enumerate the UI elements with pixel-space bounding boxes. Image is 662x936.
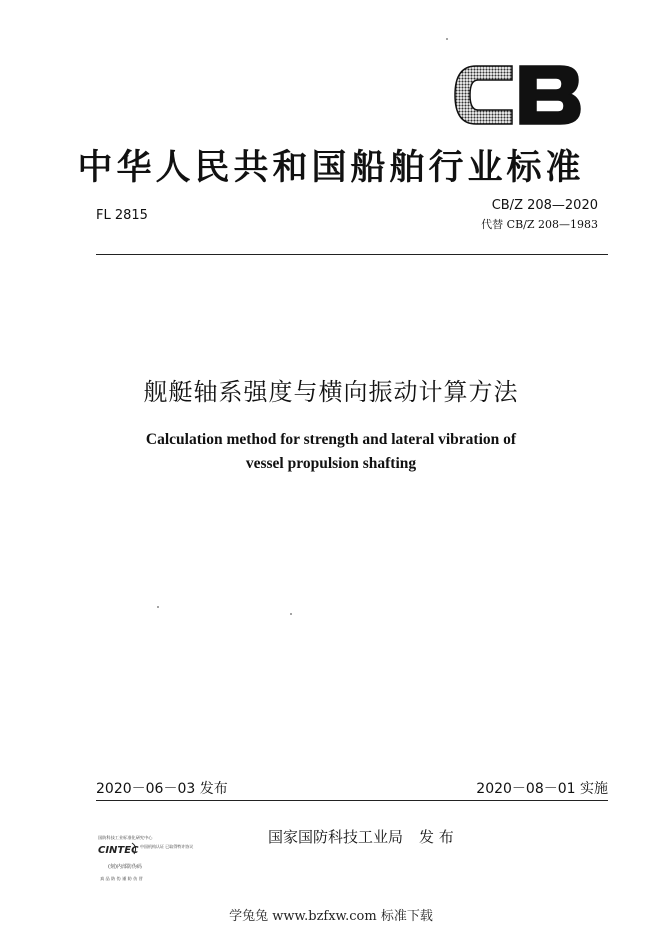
stamp-line1: 国防科技工业标准化研究中心 — [98, 835, 153, 840]
stamp-line2: 中国机构认证 已取得特许协议 — [140, 844, 194, 849]
standard-category-title: 中华人民共和国船舶行业标准 — [77, 148, 585, 188]
classification-code: FL 2815 — [96, 208, 148, 223]
issuer-action: 发 布 — [419, 828, 454, 846]
document-title-en-line2: vessel propulsion shafting — [245, 455, 417, 472]
footer-divider — [96, 800, 608, 801]
replaces-standard: 代替 CB/Z 208—1983 — [481, 218, 598, 231]
speck-mark — [446, 38, 448, 40]
standard-number: CB/Z 208—2020 — [491, 198, 598, 213]
stamp-line3: (刻)内部防伪码 — [108, 864, 142, 870]
header-divider — [96, 254, 608, 255]
logo-c-letter — [455, 66, 512, 124]
cb-logo — [452, 62, 582, 128]
implementation-date: 2020－08－01 实施 — [476, 781, 608, 797]
watermark-footer: 学兔兔 www.bzfxw.com 标准下载 — [229, 909, 433, 924]
stamp-brand: CINTEC — [98, 845, 139, 856]
document-title-en — [0, 428, 662, 476]
document-title-en-line1: Calculation method for strength and lateral vibration of — [145, 431, 517, 448]
logo-b-letter — [520, 66, 580, 124]
document-title-cn: 舰艇轴系强度与横向振动计算方法 — [143, 378, 519, 406]
speck-mark — [290, 613, 292, 615]
issuer-name: 国家国防科技工业局 — [268, 828, 404, 846]
issuing-authority — [268, 826, 454, 847]
issue-date: 2020－06－03 发布 — [96, 781, 228, 797]
stamp-line4: 真 品 防 伪 谨 防 仿 冒 — [100, 876, 143, 881]
anti-counterfeit-stamp — [96, 832, 194, 886]
speck-mark — [157, 606, 159, 608]
